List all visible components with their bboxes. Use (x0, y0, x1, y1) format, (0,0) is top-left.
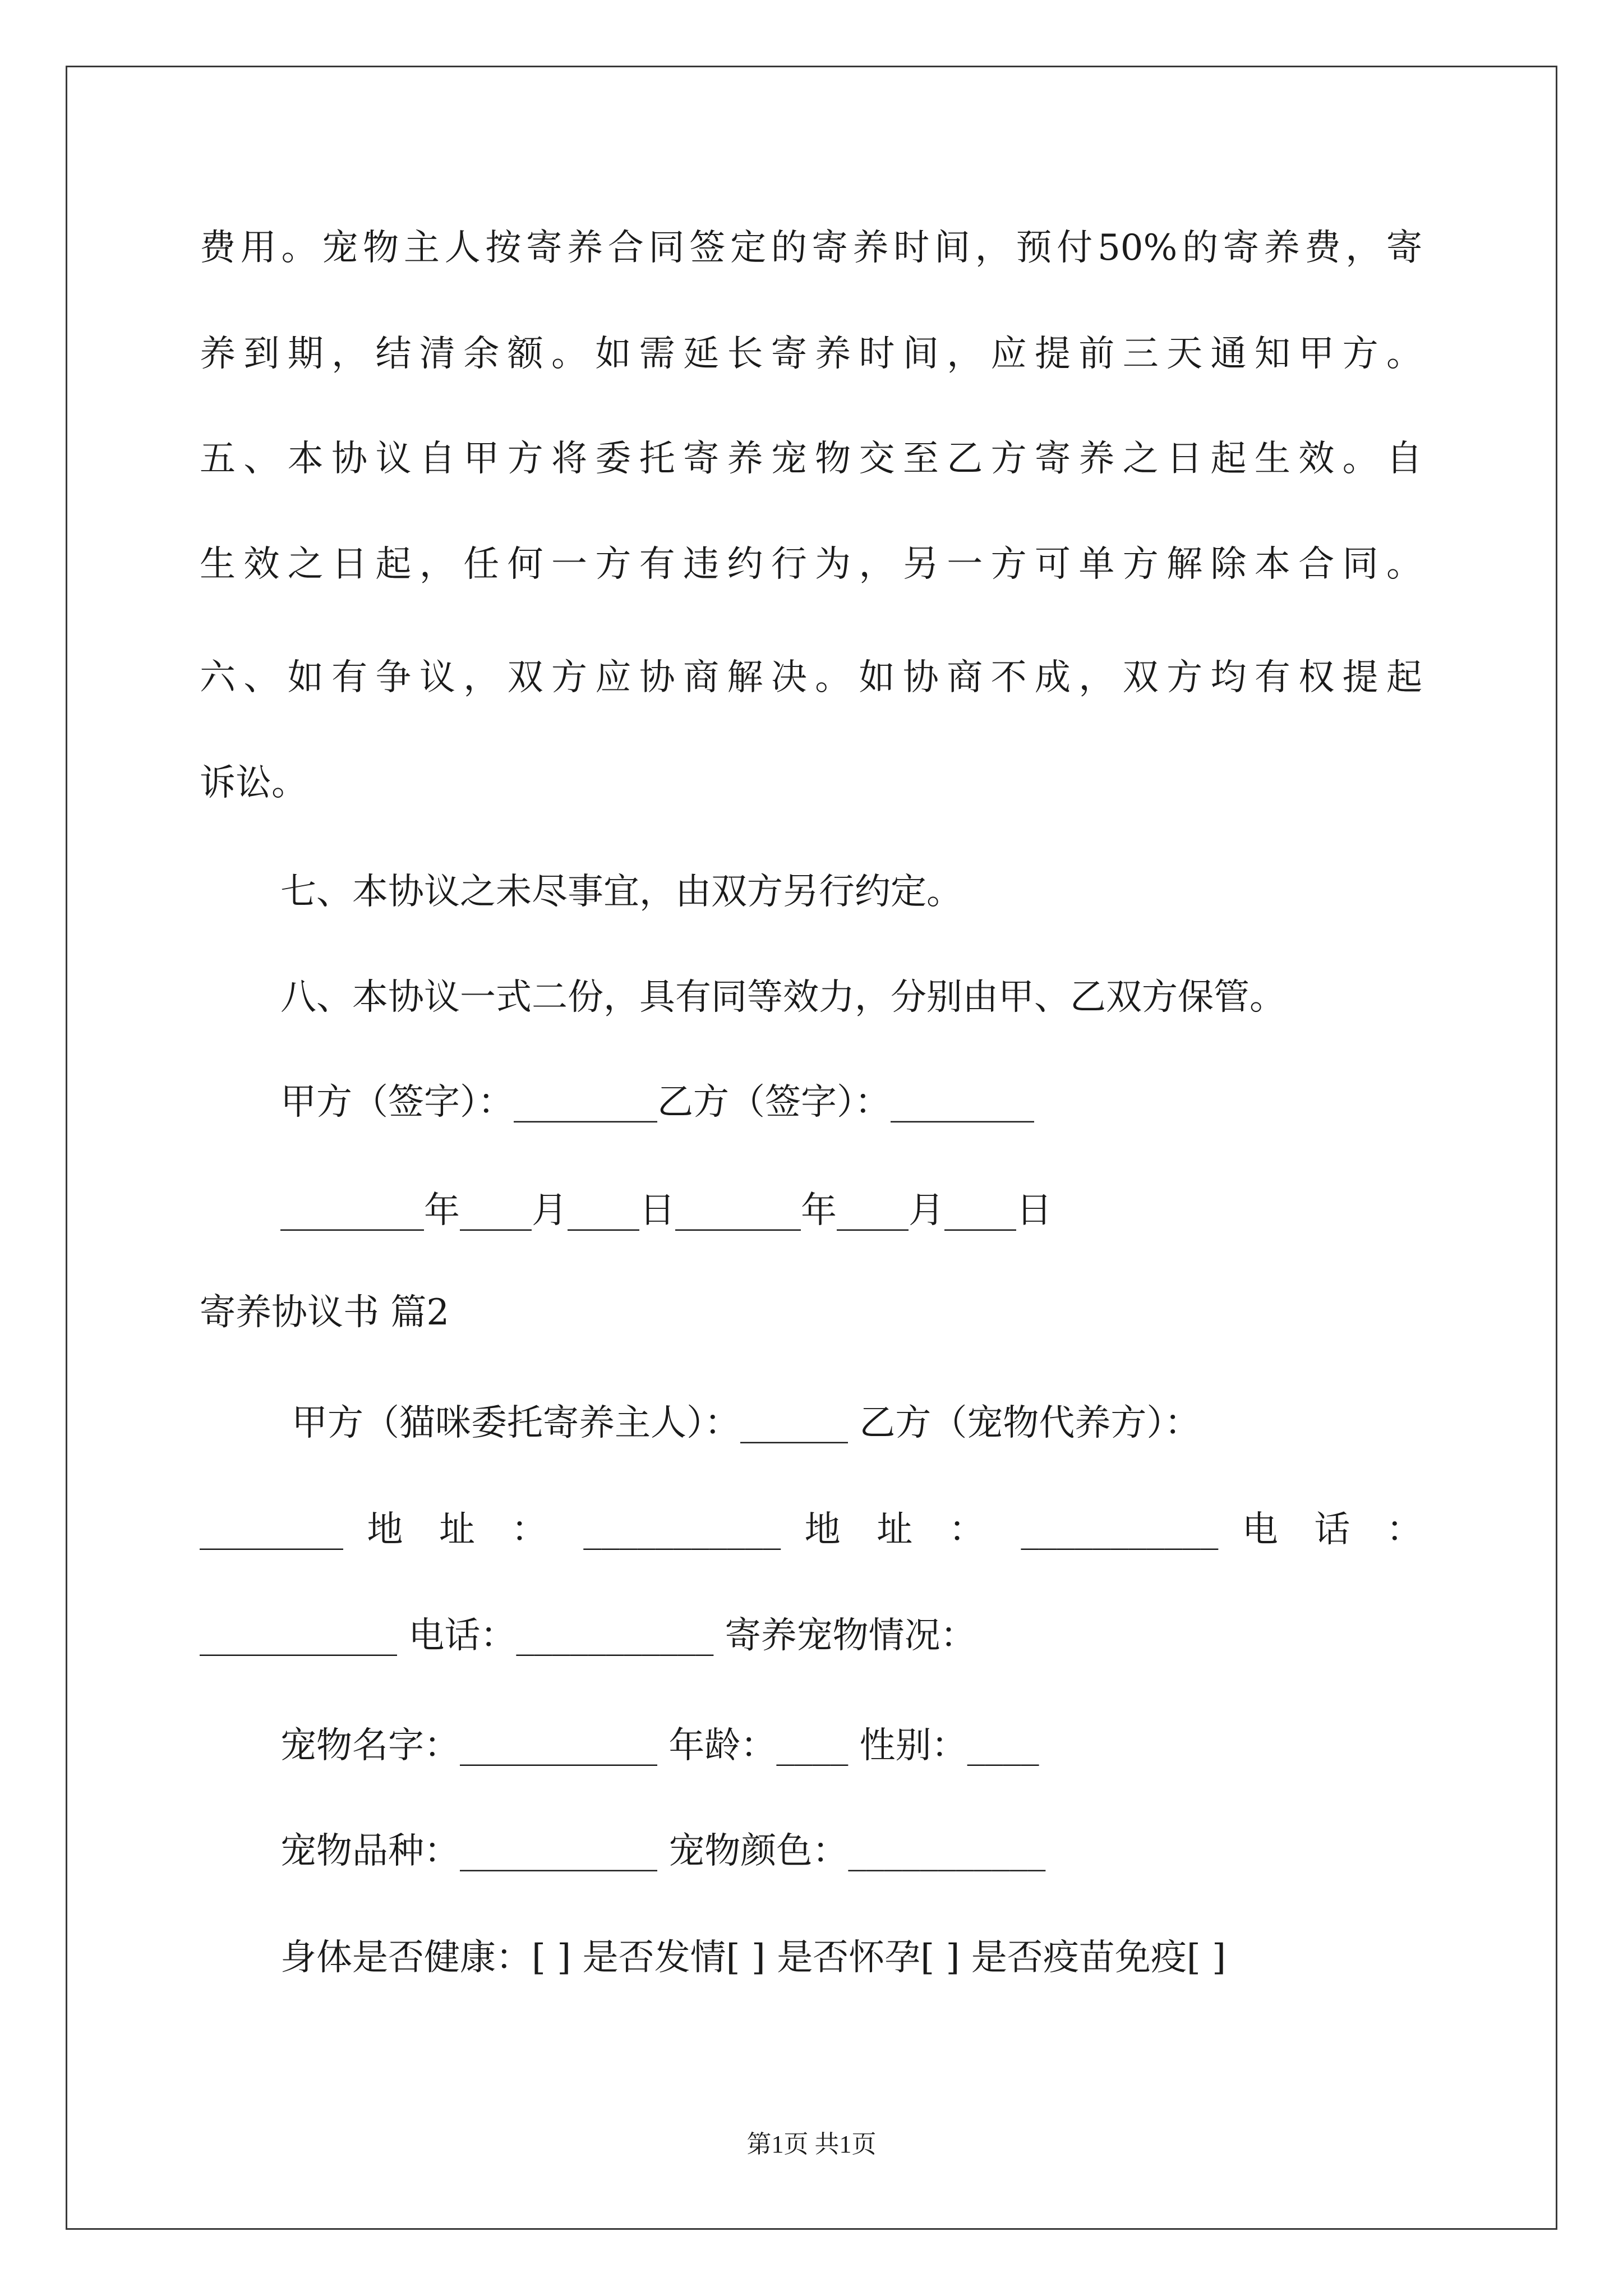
pet-health-line: 身体是否健康：[ ] 是否发情[ ] 是否怀孕[ ] 是否疫苗免疫[ ] (280, 1937, 1227, 1978)
body-line-4: 生效之日起，任何一方有违约行为，另一方可单方解除本合同。 (200, 544, 1422, 585)
body-line-7: 七、本协议之未尽事宜，由双方另行约定。 (280, 871, 962, 913)
signature-line: 甲方（签字）：________乙方（签字）：________ (280, 1082, 1034, 1123)
body-line-1: 费用。宠物主人按寄养合同签定的寄养时间，预付50%的寄养费，寄 (200, 227, 1422, 269)
section-title: 寄养协议书 篇2 (200, 1292, 450, 1333)
body-line-5: 六、如有争议，双方应协商解决。如协商不成，双方均有权提起 (200, 657, 1422, 698)
pet-name-line: 宠物名字：___________ 年龄：____ 性别：____ (280, 1725, 1039, 1766)
phone-line: ___________ 电话：___________ 寄养宠物情况： (200, 1615, 976, 1657)
body-line-2: 养到期，结清余额。如需延长寄养时间，应提前三天通知甲方。 (200, 333, 1422, 375)
address-line: ________ 地 址 ： ___________ 地 址 ： ___________ 电 话 ： (200, 1509, 1422, 1550)
date-line: ________年____月____日_______年____月____日 (280, 1190, 1052, 1231)
party-line: 甲方（猫咪委托寄养主人）：______ 乙方（宠物代养方）： (292, 1402, 1201, 1444)
page-border (66, 66, 1557, 2230)
body-line-6: 诉讼。 (200, 762, 307, 804)
body-line-8: 八、本协议一式二份，具有同等效力，分别由甲、乙双方保管。 (280, 977, 1285, 1018)
pet-breed-line: 宠物品种：___________ 宠物颜色：___________ (280, 1830, 1046, 1872)
page-footer: 第1页 共1页 (746, 2131, 877, 2158)
body-line-3: 五、本协议自甲方将委托寄养宠物交至乙方寄养之日起生效。自 (200, 438, 1422, 480)
